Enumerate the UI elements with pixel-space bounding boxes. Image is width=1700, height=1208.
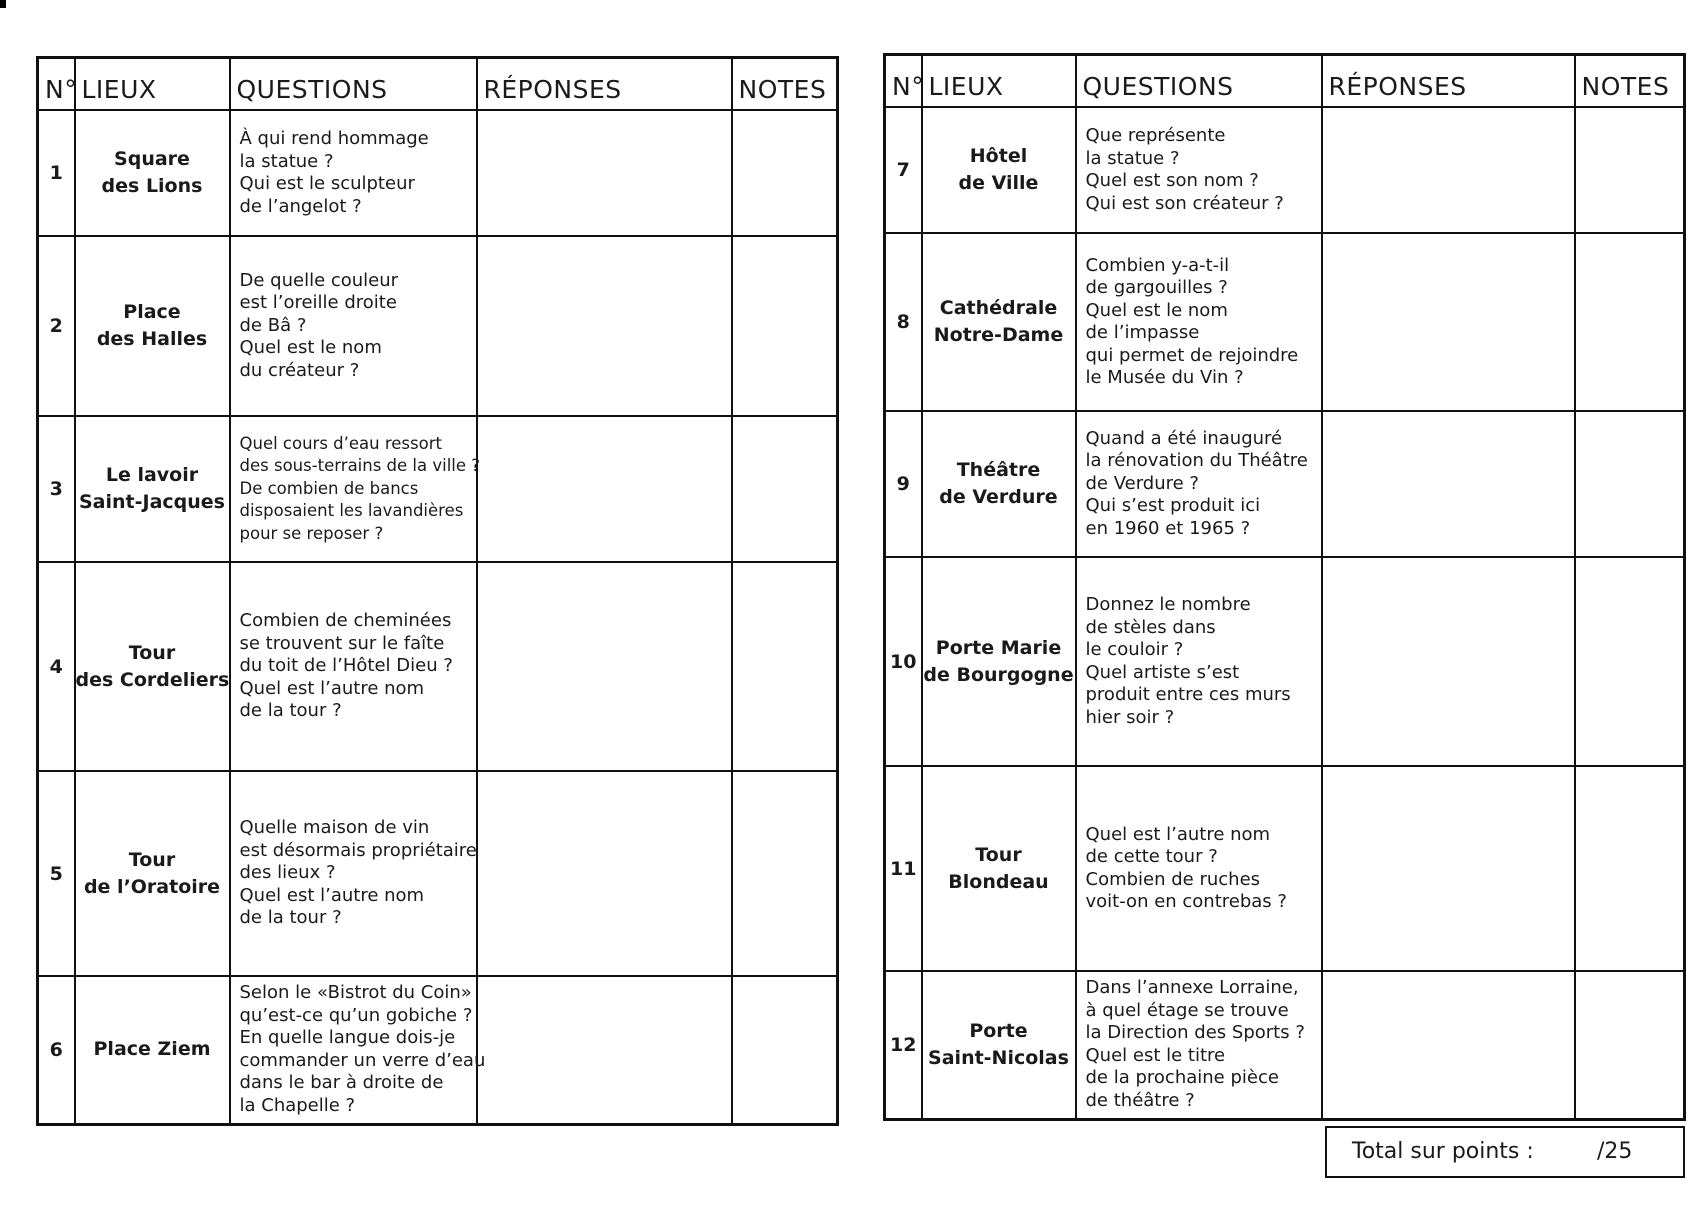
notes-cell[interactable] [1575, 107, 1685, 233]
question-line: de gargouilles ? [1085, 277, 1228, 298]
row-number: 1 [38, 110, 75, 236]
quiz-table-right [883, 53, 1686, 1121]
question-line: de la tour ? [239, 907, 342, 929]
header-row [885, 55, 1685, 108]
header-notes: NOTES [732, 58, 838, 111]
place-name [922, 233, 1076, 411]
place-name [75, 771, 230, 976]
place-line: des Lions [101, 175, 203, 197]
row-number: 9 [885, 411, 922, 557]
place-line: Saint-Jacques [79, 491, 225, 513]
question-line: le Musée du Vin ? [1085, 367, 1244, 388]
place-line: Le lavoir [105, 464, 199, 486]
question-line: Quel est le nom [1085, 299, 1228, 321]
answer-cell[interactable] [1322, 411, 1575, 557]
question-line: Quel est l’autre nom [239, 884, 425, 906]
place-line: Place Ziem [93, 1038, 211, 1061]
table-row [885, 233, 1685, 411]
question-line: voit-on en contrebas ? [1085, 891, 1287, 912]
row-number: 7 [885, 107, 922, 233]
question-line: Quel est le nom [239, 337, 382, 359]
questions-cell [1076, 411, 1322, 557]
questions-cell [230, 562, 477, 771]
question-line: disposaient les lavandières [239, 501, 464, 521]
question-line: Quelle maison de vin [239, 817, 430, 839]
row-number: 6 [38, 976, 75, 1124]
place-line: Saint-Nicolas [928, 1046, 1069, 1069]
question-line: Quel est son nom ? [1085, 170, 1259, 191]
answer-cell[interactable] [477, 976, 732, 1124]
question-line: commander un verre d’eau [239, 1049, 486, 1071]
question-line: du créateur ? [239, 359, 360, 381]
questions-cell [230, 236, 477, 416]
question-line: Donnez le nombre [1085, 594, 1251, 615]
scan-corner-mark [0, 0, 6, 8]
place-name [75, 976, 230, 1124]
question-line: du toit de l’Hôtel Dieu ? [239, 655, 453, 677]
table-row [38, 416, 838, 562]
place-line: Square [114, 148, 190, 170]
place-name [922, 766, 1076, 971]
header-answers: RÉPONSES [477, 58, 732, 111]
place-name [922, 107, 1076, 233]
place-name [75, 416, 230, 562]
question-line: Dans l’annexe Lorraine, [1085, 977, 1299, 999]
notes-cell[interactable] [732, 771, 838, 976]
question-line: pour se reposer ? [239, 523, 384, 543]
table-row [38, 771, 838, 976]
question-line: De quelle couleur [239, 269, 399, 291]
place-line: Blondeau [948, 870, 1049, 893]
question-line: est l’oreille droite [239, 292, 397, 314]
question-line: est désormais propriétaire [239, 839, 477, 861]
total-score-box [1325, 1126, 1685, 1178]
questions-cell [1076, 107, 1322, 233]
questions-cell [1076, 557, 1322, 766]
question-line: Quel artiste s’est [1085, 661, 1240, 683]
question-line: Selon le «Bistrot du Coin» [239, 982, 472, 1004]
table-row [38, 562, 838, 771]
question-line: À qui rend hommage [239, 128, 429, 149]
answer-cell[interactable] [477, 110, 732, 236]
table-row [885, 411, 1685, 557]
question-line: hier soir ? [1085, 706, 1175, 728]
place-line: Tour [975, 843, 1022, 866]
question-line: Qui est son créateur ? [1085, 192, 1284, 214]
header-row [38, 58, 838, 111]
header-questions: QUESTIONS [230, 58, 477, 111]
question-line: en 1960 et 1965 ? [1085, 517, 1251, 539]
question-line: la rénovation du Théâtre [1085, 450, 1308, 472]
questions-cell [230, 976, 486, 1124]
notes-cell[interactable] [1575, 233, 1685, 411]
place-line: des Halles [96, 328, 208, 350]
question-line: la Direction des Sports ? [1085, 1022, 1305, 1044]
place-line: Porte Marie [935, 636, 1062, 659]
question-line: Que représente [1085, 125, 1226, 146]
question-line: Qui est le sculpteur [239, 173, 415, 194]
question-line: se trouvent sur le faîte [239, 632, 445, 654]
question-line: à quel étage se trouve [1085, 999, 1289, 1021]
question-line: de la prochaine pièce [1085, 1067, 1279, 1089]
question-line: Quel est l’autre nom [239, 677, 425, 699]
answer-cell[interactable] [1322, 233, 1575, 411]
question-line: de stèles dans [1085, 616, 1216, 638]
questions-cell [1076, 766, 1322, 971]
place-line: des Cordeliers [75, 668, 230, 691]
row-number: 12 [885, 971, 922, 1119]
total-value[interactable]: /25 [1597, 1139, 1633, 1164]
question-line: des sous-terrains de la ville ? [239, 456, 481, 476]
question-line: Qui s’est produit ici [1085, 495, 1261, 517]
question-line: de l’impasse [1085, 322, 1200, 343]
table-row [885, 557, 1685, 766]
place-line: Tour [128, 848, 176, 871]
place-line: Hôtel [969, 145, 1028, 167]
question-line: Combien de cheminées [239, 610, 452, 632]
table-row [38, 236, 838, 416]
notes-cell[interactable] [732, 562, 838, 771]
header-place: LIEUX [922, 55, 1076, 108]
question-line: Quel est le titre [1085, 1044, 1226, 1066]
question-line: la statue ? [1085, 147, 1180, 169]
row-number: 8 [885, 233, 922, 411]
table-row [885, 971, 1685, 1119]
place-name [75, 236, 230, 416]
place-name [75, 562, 230, 771]
place-line: de Verdure [939, 486, 1058, 508]
question-line: le couloir ? [1085, 639, 1184, 660]
row-number: 3 [38, 416, 75, 562]
place-line: Notre-Dame [933, 324, 1064, 346]
question-line: de Verdure ? [1085, 472, 1199, 494]
question-line: de Bâ ? [239, 314, 307, 336]
table-row [38, 110, 838, 236]
notes-cell[interactable] [732, 976, 838, 1124]
table-row [38, 976, 838, 1124]
question-line: De combien de bancs [239, 478, 419, 498]
questions-cell [230, 416, 481, 562]
answer-cell[interactable] [477, 416, 732, 562]
question-line: de théâtre ? [1085, 1089, 1195, 1111]
place-name [922, 557, 1076, 766]
questions-cell [230, 771, 477, 976]
header-questions: QUESTIONS [1076, 55, 1322, 108]
place-name [922, 411, 1076, 557]
place-line: Cathédrale [939, 297, 1058, 319]
question-line: Combien y-a-t-il [1085, 254, 1230, 276]
notes-cell[interactable] [1575, 557, 1685, 766]
answer-cell[interactable] [1322, 971, 1575, 1119]
notes-cell[interactable] [732, 236, 838, 416]
question-line: qu’est-ce qu’un gobiche ? [239, 1004, 473, 1026]
answer-cell[interactable] [477, 562, 732, 771]
place-line: Tour [128, 641, 176, 664]
table-row [885, 107, 1685, 233]
question-line: de l’angelot ? [239, 195, 362, 217]
question-line: Combien de ruches [1085, 868, 1261, 890]
notes-cell[interactable] [732, 416, 838, 562]
answer-cell[interactable] [477, 236, 732, 416]
header-place: LIEUX [75, 58, 230, 111]
notes-cell[interactable] [732, 110, 838, 236]
question-line: dans le bar à droite de [239, 1072, 444, 1094]
question-line: la Chapelle ? [239, 1094, 356, 1116]
question-line: Quand a été inauguré [1085, 427, 1283, 449]
question-line: des lieux ? [239, 862, 336, 884]
row-number: 11 [885, 766, 922, 971]
place-line: de l’Oratoire [83, 875, 221, 898]
total-label: Total sur points : [1352, 1139, 1534, 1164]
question-line: la statue ? [239, 150, 334, 172]
header-num: N° [885, 55, 922, 108]
place-line: de Ville [958, 172, 1039, 194]
question-line: produit entre ces murs [1085, 684, 1291, 705]
question-line: qui permet de rejoindre [1085, 344, 1299, 366]
answer-cell[interactable] [1322, 766, 1575, 971]
answer-cell[interactable] [1322, 557, 1575, 766]
place-line: Théâtre [956, 459, 1041, 481]
questions-cell [1076, 233, 1322, 411]
answer-cell[interactable] [477, 771, 732, 976]
table-row [885, 766, 1685, 971]
place-line: de Bourgogne [923, 663, 1074, 686]
place-name [75, 110, 230, 236]
notes-cell[interactable] [1575, 971, 1685, 1119]
notes-cell[interactable] [1575, 766, 1685, 971]
row-number: 5 [38, 771, 75, 976]
header-notes: NOTES [1575, 55, 1685, 108]
questions-cell [1076, 971, 1322, 1119]
quiz-table-left [36, 56, 839, 1126]
notes-cell[interactable] [1575, 411, 1685, 557]
question-line: de la tour ? [239, 700, 342, 722]
header-num: N° [38, 58, 75, 111]
questions-cell [230, 110, 477, 236]
row-number: 10 [885, 557, 922, 766]
answer-cell[interactable] [1322, 107, 1575, 233]
row-number: 4 [38, 562, 75, 771]
question-line: En quelle langue dois-je [239, 1027, 456, 1049]
place-line: Place [123, 301, 181, 323]
place-line: Porte [969, 1019, 1028, 1042]
header-answers: RÉPONSES [1322, 55, 1575, 108]
row-number: 2 [38, 236, 75, 416]
place-name [922, 971, 1076, 1119]
question-line: Quel est l’autre nom [1085, 823, 1271, 845]
question-line: de cette tour ? [1085, 846, 1218, 867]
question-line: Quel cours d’eau ressort [239, 433, 442, 453]
